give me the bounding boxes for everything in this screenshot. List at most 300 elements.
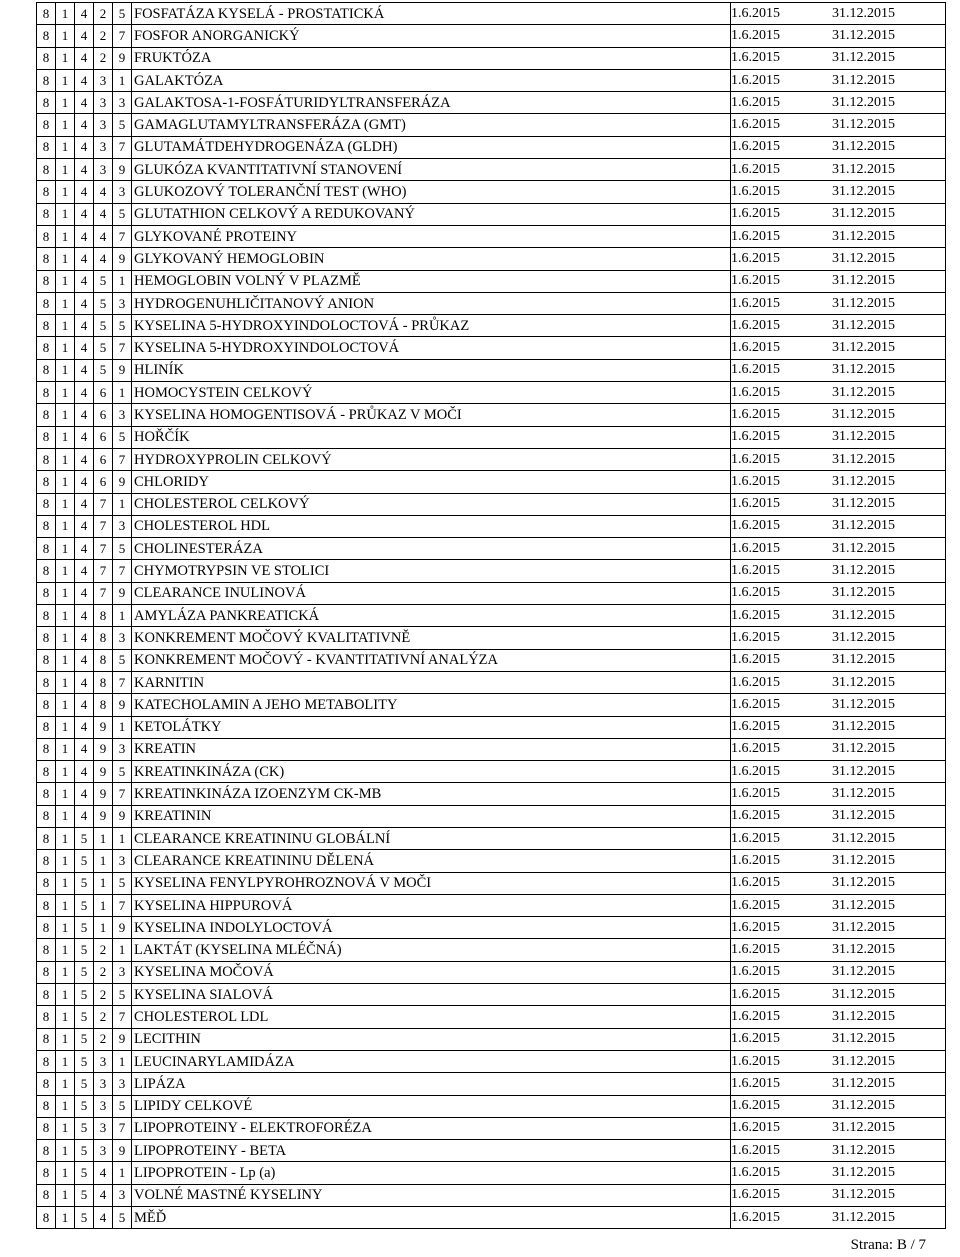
valid-from-cell: 1.6.2015 — [731, 671, 833, 693]
valid-to-cell: 31.12.2015 — [832, 872, 946, 894]
code-digit-cell: 4 — [75, 783, 94, 805]
table-row — [37, 538, 946, 560]
valid-to-cell: 31.12.2015 — [832, 761, 946, 783]
item-name-cell: CLEARANCE KREATININU GLOBÁLNÍ — [132, 827, 731, 849]
item-name-cell: KYSELINA 5-HYDROXYINDOLOCTOVÁ - PRŮKAZ — [132, 315, 731, 337]
code-digit-cell: 3 — [94, 69, 113, 91]
code-digit-cell: 8 — [37, 627, 56, 649]
code-digit-cell: 5 — [113, 3, 132, 25]
code-digit-cell: 8 — [94, 649, 113, 671]
code-digit-cell: 5 — [75, 1207, 94, 1229]
table-row — [37, 627, 946, 649]
table-row — [37, 649, 946, 671]
valid-from-cell: 1.6.2015 — [731, 917, 833, 939]
valid-to-cell: 31.12.2015 — [832, 1073, 946, 1095]
code-digit-cell: 4 — [75, 292, 94, 314]
table-row — [37, 1073, 946, 1095]
code-digit-cell: 4 — [75, 69, 94, 91]
table-row — [37, 582, 946, 604]
valid-from-cell: 1.6.2015 — [731, 404, 833, 426]
code-digit-cell: 1 — [56, 605, 75, 627]
code-digit-cell: 8 — [37, 225, 56, 247]
valid-from-cell: 1.6.2015 — [731, 1028, 833, 1050]
valid-to-cell: 31.12.2015 — [832, 827, 946, 849]
item-name-cell: HLINÍK — [132, 359, 731, 381]
valid-from-cell: 1.6.2015 — [731, 738, 833, 760]
table-row — [37, 961, 946, 983]
code-digit-cell: 8 — [37, 292, 56, 314]
code-digit-cell: 1 — [113, 939, 132, 961]
valid-to-cell: 31.12.2015 — [832, 1117, 946, 1139]
table-row — [37, 1117, 946, 1139]
code-digit-cell: 1 — [56, 404, 75, 426]
valid-from-cell: 1.6.2015 — [731, 203, 833, 225]
item-name-cell: CHOLESTEROL CELKOVÝ — [132, 493, 731, 515]
item-name-cell: LIPOPROTEINY - ELEKTROFORÉZA — [132, 1117, 731, 1139]
code-digit-cell: 4 — [75, 538, 94, 560]
valid-to-cell: 31.12.2015 — [832, 805, 946, 827]
table-row — [37, 1050, 946, 1072]
code-digit-cell: 5 — [94, 270, 113, 292]
code-digit-cell: 4 — [75, 225, 94, 247]
code-digit-cell: 9 — [94, 716, 113, 738]
valid-from-cell: 1.6.2015 — [731, 1050, 833, 1072]
code-digit-cell: 8 — [37, 761, 56, 783]
code-digit-cell: 3 — [113, 292, 132, 314]
code-digit-cell: 4 — [75, 515, 94, 537]
code-digit-cell: 1 — [113, 270, 132, 292]
valid-from-cell: 1.6.2015 — [731, 292, 833, 314]
item-name-cell: HEMOGLOBIN VOLNÝ V PLAZMĚ — [132, 270, 731, 292]
code-digit-cell: 4 — [75, 315, 94, 337]
code-digit-cell: 8 — [94, 694, 113, 716]
code-digit-cell: 8 — [37, 827, 56, 849]
code-digit-cell: 3 — [94, 1073, 113, 1095]
valid-to-cell: 31.12.2015 — [832, 1162, 946, 1184]
code-digit-cell: 5 — [94, 359, 113, 381]
valid-to-cell: 31.12.2015 — [832, 337, 946, 359]
code-digit-cell: 4 — [94, 248, 113, 270]
table-row — [37, 805, 946, 827]
item-name-cell: GLUKOZOVÝ TOLERANČNÍ TEST (WHO) — [132, 181, 731, 203]
valid-from-cell: 1.6.2015 — [731, 448, 833, 470]
code-digit-cell: 4 — [75, 248, 94, 270]
code-digit-cell: 4 — [94, 181, 113, 203]
item-name-cell: KONKREMENT MOČOVÝ - KVANTITATIVNÍ ANALÝZA — [132, 649, 731, 671]
item-name-cell: FOSFOR ANORGANICKÝ — [132, 25, 731, 47]
table-row — [37, 783, 946, 805]
code-digit-cell: 1 — [56, 315, 75, 337]
code-digit-cell: 9 — [113, 805, 132, 827]
table-row — [37, 471, 946, 493]
code-digit-cell: 8 — [37, 382, 56, 404]
code-digit-cell: 4 — [75, 114, 94, 136]
code-digit-cell: 9 — [113, 1028, 132, 1050]
item-name-cell: CHOLESTEROL LDL — [132, 1006, 731, 1028]
valid-from-cell: 1.6.2015 — [731, 894, 833, 916]
item-name-cell: KETOLÁTKY — [132, 716, 731, 738]
code-digit-cell: 8 — [37, 47, 56, 69]
valid-from-cell: 1.6.2015 — [731, 426, 833, 448]
code-digit-cell: 3 — [94, 114, 113, 136]
valid-to-cell: 31.12.2015 — [832, 225, 946, 247]
code-digit-cell: 4 — [94, 1207, 113, 1229]
code-digit-cell: 1 — [56, 448, 75, 470]
valid-from-cell: 1.6.2015 — [731, 761, 833, 783]
valid-to-cell: 31.12.2015 — [832, 426, 946, 448]
code-digit-cell: 3 — [94, 92, 113, 114]
code-digit-cell: 9 — [113, 1140, 132, 1162]
code-digit-cell: 1 — [56, 1028, 75, 1050]
code-digit-cell: 7 — [113, 671, 132, 693]
valid-to-cell: 31.12.2015 — [832, 984, 946, 1006]
valid-to-cell: 31.12.2015 — [832, 404, 946, 426]
table-row — [37, 404, 946, 426]
items-table-body — [37, 3, 946, 1229]
table-row — [37, 1028, 946, 1050]
code-digit-cell: 4 — [75, 582, 94, 604]
code-digit-cell: 8 — [37, 1028, 56, 1050]
valid-from-cell: 1.6.2015 — [731, 939, 833, 961]
code-digit-cell: 1 — [56, 1140, 75, 1162]
code-digit-cell: 1 — [56, 649, 75, 671]
item-name-cell: KYSELINA MOČOVÁ — [132, 961, 731, 983]
code-digit-cell: 5 — [75, 1073, 94, 1095]
code-digit-cell: 4 — [75, 404, 94, 426]
code-digit-cell: 5 — [75, 984, 94, 1006]
item-name-cell: GLUTAMÁTDEHYDROGENÁZA (GLDH) — [132, 136, 731, 158]
item-name-cell: HYDROXYPROLIN CELKOVÝ — [132, 448, 731, 470]
valid-to-cell: 31.12.2015 — [832, 1050, 946, 1072]
item-name-cell: KYSELINA FENYLPYROHROZNOVÁ V MOČI — [132, 872, 731, 894]
item-name-cell: CHOLINESTERÁZA — [132, 538, 731, 560]
table-row — [37, 382, 946, 404]
table-row — [37, 1207, 946, 1229]
code-digit-cell: 5 — [94, 292, 113, 314]
code-digit-cell: 4 — [75, 159, 94, 181]
code-digit-cell: 9 — [94, 738, 113, 760]
code-digit-cell: 8 — [37, 872, 56, 894]
table-row — [37, 984, 946, 1006]
code-digit-cell: 3 — [113, 738, 132, 760]
code-digit-cell: 7 — [113, 448, 132, 470]
valid-from-cell: 1.6.2015 — [731, 560, 833, 582]
code-digit-cell: 8 — [37, 3, 56, 25]
code-digit-cell: 1 — [56, 1162, 75, 1184]
code-digit-cell: 3 — [94, 1095, 113, 1117]
item-name-cell: GAMAGLUTAMYLTRANSFERÁZA (GMT) — [132, 114, 731, 136]
code-digit-cell: 9 — [113, 582, 132, 604]
page-number: Strana: B / 7 — [850, 1237, 926, 1253]
code-digit-cell: 1 — [56, 894, 75, 916]
code-digit-cell: 1 — [56, 917, 75, 939]
valid-to-cell: 31.12.2015 — [832, 627, 946, 649]
code-digit-cell: 9 — [113, 159, 132, 181]
code-digit-cell: 5 — [75, 1140, 94, 1162]
code-digit-cell: 7 — [94, 560, 113, 582]
valid-from-cell: 1.6.2015 — [731, 582, 833, 604]
code-digit-cell: 8 — [37, 25, 56, 47]
code-digit-cell: 5 — [113, 114, 132, 136]
code-digit-cell: 4 — [75, 337, 94, 359]
code-digit-cell: 8 — [37, 671, 56, 693]
code-digit-cell: 2 — [94, 961, 113, 983]
code-digit-cell: 1 — [56, 159, 75, 181]
code-digit-cell: 1 — [56, 92, 75, 114]
item-name-cell: CHYMOTRYPSIN VE STOLICI — [132, 560, 731, 582]
item-name-cell: LIPÁZA — [132, 1073, 731, 1095]
code-digit-cell: 8 — [37, 203, 56, 225]
valid-from-cell: 1.6.2015 — [731, 471, 833, 493]
code-digit-cell: 3 — [113, 850, 132, 872]
table-row — [37, 69, 946, 91]
table-row — [37, 159, 946, 181]
code-digit-cell: 1 — [56, 716, 75, 738]
code-digit-cell: 8 — [37, 738, 56, 760]
item-name-cell: KATECHOLAMIN A JEHO METABOLITY — [132, 694, 731, 716]
table-row — [37, 3, 946, 25]
table-row — [37, 248, 946, 270]
code-digit-cell: 8 — [37, 1207, 56, 1229]
table-row — [37, 270, 946, 292]
code-digit-cell: 1 — [56, 47, 75, 69]
code-digit-cell: 8 — [94, 671, 113, 693]
code-digit-cell: 2 — [94, 1028, 113, 1050]
valid-to-cell: 31.12.2015 — [832, 1184, 946, 1206]
code-digit-cell: 4 — [75, 716, 94, 738]
valid-to-cell: 31.12.2015 — [832, 1028, 946, 1050]
code-digit-cell: 1 — [113, 382, 132, 404]
table-row — [37, 315, 946, 337]
code-digit-cell: 1 — [56, 25, 75, 47]
code-digit-cell: 4 — [94, 1184, 113, 1206]
valid-to-cell: 31.12.2015 — [832, 493, 946, 515]
code-digit-cell: 1 — [56, 872, 75, 894]
code-digit-cell: 8 — [37, 359, 56, 381]
code-digit-cell: 1 — [113, 1162, 132, 1184]
table-row — [37, 1184, 946, 1206]
code-digit-cell: 7 — [113, 25, 132, 47]
code-digit-cell: 7 — [113, 560, 132, 582]
code-digit-cell: 5 — [75, 850, 94, 872]
valid-from-cell: 1.6.2015 — [731, 1073, 833, 1095]
item-name-cell: KREATININ — [132, 805, 731, 827]
code-digit-cell: 1 — [56, 560, 75, 582]
code-digit-cell: 2 — [94, 47, 113, 69]
code-digit-cell: 8 — [37, 1184, 56, 1206]
code-digit-cell: 4 — [75, 359, 94, 381]
code-digit-cell: 1 — [56, 359, 75, 381]
code-digit-cell: 1 — [56, 1207, 75, 1229]
code-digit-cell: 8 — [37, 805, 56, 827]
item-name-cell: HYDROGENUHLIČITANOVÝ ANION — [132, 292, 731, 314]
code-digit-cell: 5 — [113, 315, 132, 337]
item-name-cell: MĚĎ — [132, 1207, 731, 1229]
document-table-container — [36, 2, 946, 1229]
item-name-cell: KARNITIN — [132, 671, 731, 693]
table-row — [37, 761, 946, 783]
code-digit-cell: 4 — [75, 92, 94, 114]
code-digit-cell: 8 — [37, 69, 56, 91]
code-digit-cell: 9 — [94, 783, 113, 805]
code-digit-cell: 4 — [75, 25, 94, 47]
code-digit-cell: 1 — [56, 694, 75, 716]
code-digit-cell: 3 — [113, 627, 132, 649]
code-digit-cell: 7 — [113, 337, 132, 359]
code-digit-cell: 8 — [37, 649, 56, 671]
table-row — [37, 1162, 946, 1184]
table-row — [37, 694, 946, 716]
code-digit-cell: 1 — [56, 292, 75, 314]
code-digit-cell: 9 — [113, 248, 132, 270]
valid-from-cell: 1.6.2015 — [731, 716, 833, 738]
code-digit-cell: 1 — [94, 917, 113, 939]
item-name-cell: GLYKOVANÝ HEMOGLOBIN — [132, 248, 731, 270]
code-digit-cell: 3 — [94, 1140, 113, 1162]
code-digit-cell: 2 — [94, 984, 113, 1006]
code-digit-cell: 2 — [94, 1006, 113, 1028]
code-digit-cell: 8 — [37, 114, 56, 136]
code-digit-cell: 4 — [75, 136, 94, 158]
valid-from-cell: 1.6.2015 — [731, 627, 833, 649]
code-digit-cell: 8 — [37, 1117, 56, 1139]
item-name-cell: AMYLÁZA PANKREATICKÁ — [132, 605, 731, 627]
code-digit-cell: 3 — [113, 961, 132, 983]
item-name-cell: LECITHIN — [132, 1028, 731, 1050]
code-digit-cell: 8 — [37, 716, 56, 738]
table-row — [37, 493, 946, 515]
code-digit-cell: 4 — [94, 203, 113, 225]
table-row — [37, 515, 946, 537]
code-digit-cell: 8 — [37, 560, 56, 582]
code-digit-cell: 3 — [113, 404, 132, 426]
valid-to-cell: 31.12.2015 — [832, 448, 946, 470]
code-digit-cell: 5 — [75, 872, 94, 894]
valid-from-cell: 1.6.2015 — [731, 1184, 833, 1206]
code-digit-cell: 1 — [56, 1095, 75, 1117]
valid-from-cell: 1.6.2015 — [731, 1117, 833, 1139]
valid-to-cell: 31.12.2015 — [832, 47, 946, 69]
valid-from-cell: 1.6.2015 — [731, 694, 833, 716]
code-digit-cell: 8 — [37, 92, 56, 114]
code-digit-cell: 4 — [75, 47, 94, 69]
valid-from-cell: 1.6.2015 — [731, 649, 833, 671]
table-row — [37, 917, 946, 939]
code-digit-cell: 4 — [75, 382, 94, 404]
valid-to-cell: 31.12.2015 — [832, 203, 946, 225]
code-digit-cell: 4 — [75, 738, 94, 760]
valid-from-cell: 1.6.2015 — [731, 538, 833, 560]
code-digit-cell: 8 — [37, 850, 56, 872]
code-digit-cell: 3 — [113, 1073, 132, 1095]
code-digit-cell: 1 — [113, 69, 132, 91]
item-name-cell: CHOLESTEROL HDL — [132, 515, 731, 537]
valid-to-cell: 31.12.2015 — [832, 738, 946, 760]
valid-to-cell: 31.12.2015 — [832, 694, 946, 716]
code-digit-cell: 4 — [75, 560, 94, 582]
item-name-cell: CLEARANCE INULINOVÁ — [132, 582, 731, 604]
valid-to-cell: 31.12.2015 — [832, 292, 946, 314]
valid-from-cell: 1.6.2015 — [731, 359, 833, 381]
code-digit-cell: 3 — [94, 136, 113, 158]
valid-from-cell: 1.6.2015 — [731, 1006, 833, 1028]
code-digit-cell: 8 — [37, 315, 56, 337]
valid-to-cell: 31.12.2015 — [832, 114, 946, 136]
code-digit-cell: 6 — [94, 404, 113, 426]
table-row — [37, 92, 946, 114]
code-digit-cell: 4 — [75, 694, 94, 716]
valid-to-cell: 31.12.2015 — [832, 961, 946, 983]
code-digit-cell: 3 — [113, 515, 132, 537]
valid-from-cell: 1.6.2015 — [731, 3, 833, 25]
code-digit-cell: 8 — [37, 159, 56, 181]
valid-to-cell: 31.12.2015 — [832, 136, 946, 158]
code-digit-cell: 1 — [56, 827, 75, 849]
valid-from-cell: 1.6.2015 — [731, 337, 833, 359]
code-digit-cell: 8 — [37, 538, 56, 560]
code-digit-cell: 7 — [113, 783, 132, 805]
code-digit-cell: 1 — [56, 337, 75, 359]
code-digit-cell: 3 — [94, 159, 113, 181]
valid-from-cell: 1.6.2015 — [731, 47, 833, 69]
table-row — [37, 1006, 946, 1028]
code-digit-cell: 1 — [113, 827, 132, 849]
valid-from-cell: 1.6.2015 — [731, 159, 833, 181]
code-digit-cell: 8 — [37, 448, 56, 470]
code-digit-cell: 1 — [56, 114, 75, 136]
code-digit-cell: 9 — [113, 359, 132, 381]
table-row — [37, 181, 946, 203]
code-digit-cell: 1 — [56, 426, 75, 448]
code-digit-cell: 8 — [37, 605, 56, 627]
item-name-cell: KREATIN — [132, 738, 731, 760]
code-digit-cell: 5 — [94, 337, 113, 359]
code-digit-cell: 5 — [75, 917, 94, 939]
item-name-cell: LIPIDY CELKOVÉ — [132, 1095, 731, 1117]
table-row — [37, 136, 946, 158]
valid-to-cell: 31.12.2015 — [832, 850, 946, 872]
code-digit-cell: 4 — [75, 426, 94, 448]
code-digit-cell: 1 — [56, 248, 75, 270]
valid-from-cell: 1.6.2015 — [731, 805, 833, 827]
valid-from-cell: 1.6.2015 — [731, 248, 833, 270]
code-digit-cell: 5 — [75, 1162, 94, 1184]
valid-to-cell: 31.12.2015 — [832, 605, 946, 627]
item-name-cell: LEUCINARYLAMIDÁZA — [132, 1050, 731, 1072]
code-digit-cell: 5 — [75, 1184, 94, 1206]
item-name-cell: KYSELINA 5-HYDROXYINDOLOCTOVÁ — [132, 337, 731, 359]
item-name-cell: CLEARANCE KREATININU DĚLENÁ — [132, 850, 731, 872]
item-name-cell: LAKTÁT (KYSELINA MLÉČNÁ) — [132, 939, 731, 961]
code-digit-cell: 1 — [56, 1073, 75, 1095]
item-name-cell: LIPOPROTEINY - BETA — [132, 1140, 731, 1162]
item-name-cell: KYSELINA INDOLYLOCTOVÁ — [132, 917, 731, 939]
table-row — [37, 1095, 946, 1117]
code-digit-cell: 1 — [56, 203, 75, 225]
code-digit-cell: 5 — [75, 1117, 94, 1139]
code-digit-cell: 1 — [56, 69, 75, 91]
code-digit-cell: 5 — [75, 1006, 94, 1028]
valid-from-cell: 1.6.2015 — [731, 315, 833, 337]
table-row — [37, 47, 946, 69]
code-digit-cell: 5 — [94, 315, 113, 337]
valid-from-cell: 1.6.2015 — [731, 114, 833, 136]
item-name-cell: KYSELINA HOMOGENTISOVÁ - PRŮKAZ V MOČI — [132, 404, 731, 426]
code-digit-cell: 8 — [37, 1006, 56, 1028]
code-digit-cell: 1 — [56, 382, 75, 404]
code-digit-cell: 8 — [37, 248, 56, 270]
code-digit-cell: 5 — [113, 984, 132, 1006]
